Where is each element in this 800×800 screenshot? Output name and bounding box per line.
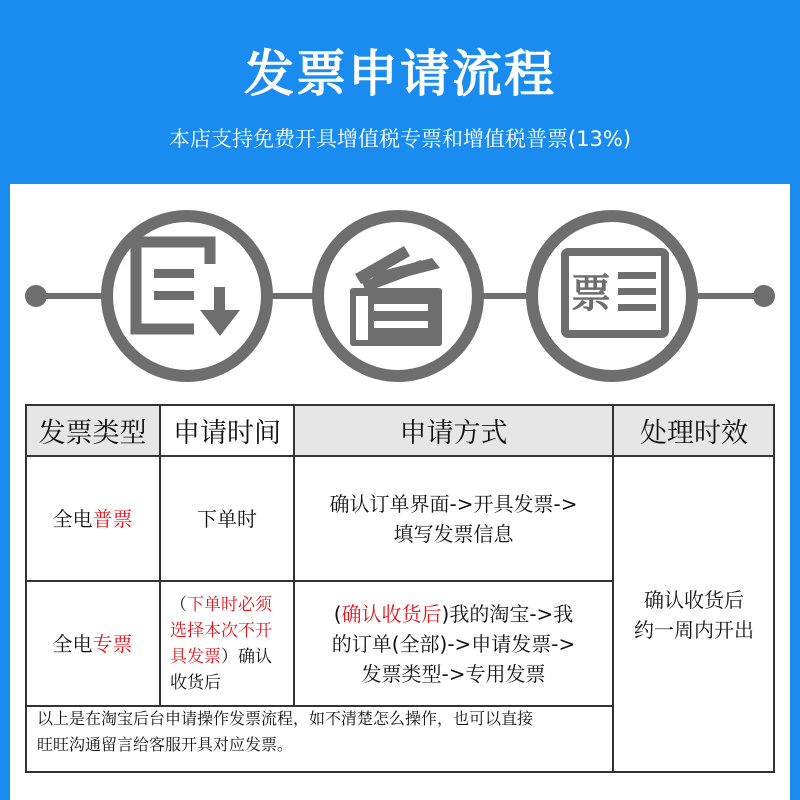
grid-line bbox=[25, 404, 27, 773]
page-title: 发票申请流程 bbox=[244, 45, 556, 103]
grid-line bbox=[25, 455, 775, 457]
grid-line bbox=[612, 404, 614, 773]
page-subtitle: 本店支持免费开具增值税专票和增值税普票(13%) bbox=[168, 127, 632, 151]
row1-invoice-type: 全电 普票 bbox=[52, 506, 133, 531]
invoice-ticket-icon bbox=[532, 216, 692, 376]
flow-end-dot bbox=[753, 285, 775, 307]
row1-apply-method: 确认订单界面->开具发票-> 填写发票信息 bbox=[329, 491, 578, 546]
table-note: 以上是在淘宝后台申请操作发票流程，如不清楚怎么操作，也可以直接 旺旺沟通留言给客服开具对应发票。 bbox=[37, 709, 534, 754]
flow-start-dot bbox=[25, 285, 47, 307]
processing-time: 确认收货后 约一周内开出 bbox=[634, 587, 754, 642]
document-download-icon bbox=[107, 216, 267, 376]
grid-line bbox=[25, 771, 775, 773]
process-flow bbox=[0, 184, 800, 404]
grid-line bbox=[159, 404, 161, 706]
row2-apply-time: （下单时必须选择本次不开具发票）确认收货后 bbox=[170, 594, 272, 693]
row2-invoice-type: 全电 专票 bbox=[52, 631, 133, 656]
grid-line bbox=[25, 580, 613, 582]
header-apply-method: 申请方式 bbox=[294, 404, 613, 456]
header-apply-time: 申请时间 bbox=[160, 404, 294, 456]
header-invoice-type: 发票类型 bbox=[25, 404, 160, 456]
invoice-glyph: 票 bbox=[571, 271, 611, 317]
row1-apply-time: 下单时 bbox=[197, 506, 257, 531]
grid-line bbox=[293, 404, 295, 706]
cards-icon bbox=[318, 216, 478, 376]
row2-apply-method: (确认收货后)我的淘宝->我 的订单(全部)->申请发票-> 发票类型->专用发票 bbox=[331, 601, 576, 686]
grid-line bbox=[25, 404, 775, 406]
grid-line bbox=[25, 705, 613, 707]
invoice-table bbox=[25, 404, 775, 773]
grid-line bbox=[773, 404, 775, 773]
header-processing: 处理时效 bbox=[613, 404, 775, 456]
